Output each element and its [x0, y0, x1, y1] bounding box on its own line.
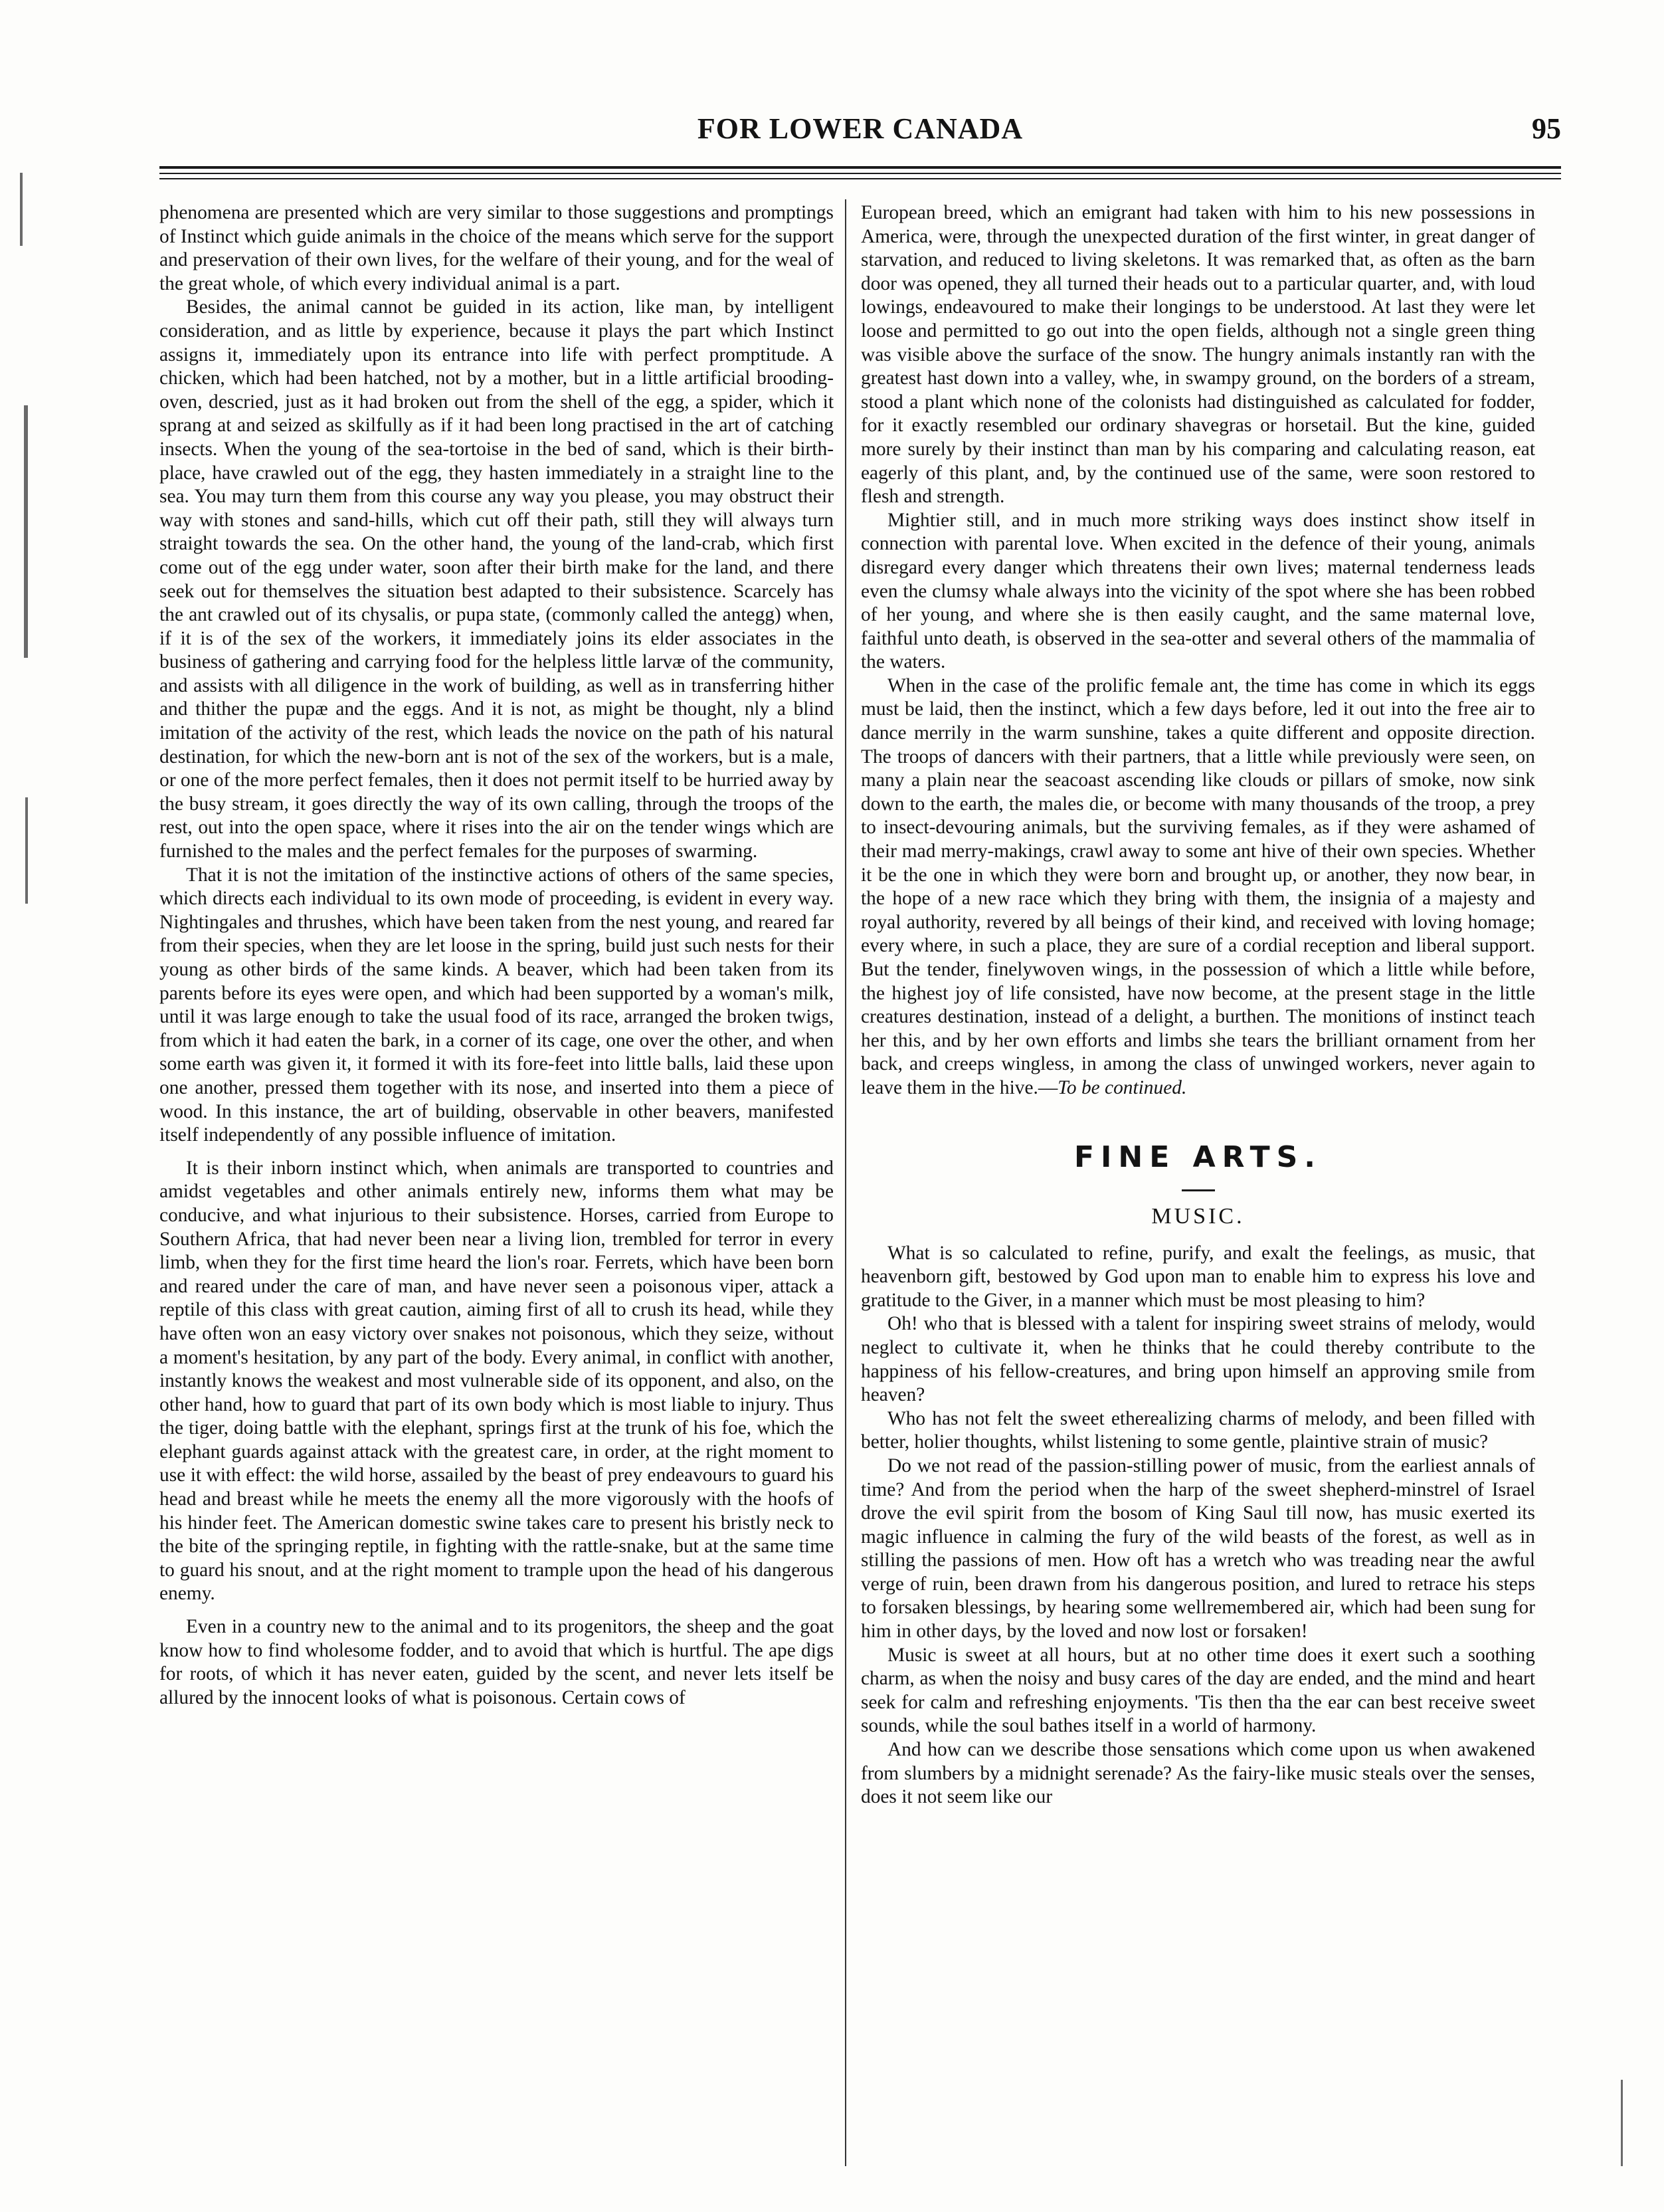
- paragraph: Besides, the animal cannot be guided in its action, like man, by intelligent consideration, and as little by experience, because it plays the part which Instinct assigns it, immediately upon its entrance into life with perfect promptitude. A chicken, which had been hatched, not by a mother, but in a little artificial brooding-oven, descried, just as it had broken out from the shell of the egg, a spider, which it sprang at and seized as skilfully as if it had been long practised in the art of catching insects. When the young of the sea-tortoise in the bed of sand, which is their birth-place, have crawled out of the egg, they hasten immediately in a straight line to the sea. You may turn them from this course any way you please, you may obstruct their way with stones and sand-hills, which cut off their path, still they will always turn straight towards the sea. On the other hand, the young of the land-crab, which first come out of the egg under water, soon after their birth make for the land, and there seek out for themselves the situation best adapted to their subsistence. Scarcely has the ant crawled out of its chysalis, or pupa state, (commonly called the antegg) when, if it is of the sex of the workers, it immediately joins its elder associates in the business of gathering and carrying food for the helpless little larvæ of the community, and assists with all diligence in the work of building, as well as in transferring hither and thither the pupæ and the eggs. And it is not, as might be thought, nly a blind imitation of the activity of the rest, which leads the novice on the path of his natural destination, for which the new-born ant is not of the sex of the workers, but is a male, or one of the more perfect females, then it does not permit itself to be hurried away by the busy stream, it goes directly the way of its own calling, through the troops of the rest, out into the open space, where it rises into the air on the tender wings which are furnished to the males and the perfect females for the purposes of swarming.: [159, 296, 834, 862]
- sub-heading: MUSIC.: [1151, 1203, 1245, 1229]
- running-head: FOR LOWER CANADA: [697, 112, 1024, 145]
- paragraph: Music is sweet at all hours, but at no other time does it exert such a soothing charm, as when the noisy and busy cares of the day are ended, and the mind and heart seek for calm and refreshing enjoyments. 'Tis then tha the ear can best receive sweet sounds, while the soul bathes itself in a world of harmony.: [861, 1644, 1535, 1737]
- header-rule: [159, 173, 1561, 174]
- scan-margin-mark: [20, 173, 23, 246]
- header-rule: [159, 178, 1561, 179]
- paragraph: Even in a country new to the animal and to its progenitors, the sheep and the goat know how to find wholesome fodder, and to avoid that which is hurtful. The ape digs for roots, of which it has never eaten, guided by the scent, and never lets itself be allured by the innocent looks of what is poisonous. Certain cows of: [159, 1616, 834, 1708]
- section-heading: FINE ARTS.: [1073, 1140, 1322, 1174]
- paragraph: What is so calculated to refine, purify, and exalt the feelings, as music, that heavenborn gift, bestowed by God upon man to enable him to express his love and gratitude to the Giver, in a manner which must be most pleasing to him?: [861, 1242, 1535, 1311]
- paragraph: Mightier still, and in much more striking ways does instinct show itself in connection with parental love. When excited in the defence of their young, animals disregard every danger which threatens their own lives; maternal tenderness leads even the clumsy whale always into the vicinity of the spot where she has been robbed of her young, and where she is then easily caught, and the same maternal love, faithful unto death, is observed in the sea-otter and several others of the mammalia of the waters.: [861, 509, 1535, 673]
- paragraph: phenomena are presented which are very similar to those suggestions and promptings of Instinct which guide animals in the choice of the means which serve for the support and preservation of their own lives, for the welfare of their young, and for the weal of the great whole, of which every individual animal is a part.: [159, 202, 834, 294]
- paragraph: Who has not felt the sweet etherealizing charms of melody, and been filled with better, holier thoughts, whilst listening to some gentle, plaintive strain of music?: [861, 1407, 1535, 1453]
- scan-margin-mark: [25, 797, 28, 904]
- paragraph: Do we not read of the passion-stilling power of music, from the earliest annals of time? And from the period when the harp of the sweet shepherd-minstrel of Israel drove the evil spirit from the bosom of King Saul till now, has music exerted its magic influence in calming the fury of the wild beasts of the forest, as well as in stilling the passions of men. How oft has a wretch who was treading near the awful verge of ruin, been drawn from his dangerous position, and lured to retrace his steps to forsaken blessings, by hearing some wellremembered air, which had been sung for him in other days, by the loved and now lost or forsaken!: [861, 1455, 1535, 1643]
- header-rule: [159, 166, 1561, 169]
- column-divider: [845, 199, 846, 2166]
- paragraph-text: When in the case of the prolific female ant, the time has come in which its eggs must be laid, then the instinct, which a few days before, led it out into the free air to dance merrily in the warm sunshine, takes a quite different and opposite direction. The troops of dancers with their partners, that a little while previously were seen, on many a plain near the seacoast ascending like clouds or pillars of smoke, now sink down to the earth, the males die, or become with many thousands of the troop, a prey to insect-devouring animals, but the surviving females, as if they were ashamed of their mad merry-makings, crawl away to some ant hive of their own species. Whether it be the one in which they were born and brought up, or another, they now bear, in the hope of a new race which they bring with them, the insignia of a majesty and royal authority, revered by all beings of their kind, and received with loving homage; every where, in such a place, they are sure of a cordial reception and liberal support. But the tender, finelywoven wings, in the possession of which a little while before, the highest joy of life consisted, have now become, at the present stage in the little creatures destination, instead of a delight, a burthen. The monitions of instinct teach her this, and by her own efforts and limbs she tears the brilliant ornament from her back, and creeps wingless, in among the class of unwinged workers, never again to leave them in the hive.—: [861, 674, 1535, 1098]
- paragraph: [861, 674, 1535, 1100]
- heading-rule: [1182, 1189, 1215, 1191]
- page-number: 95: [1532, 112, 1561, 145]
- paragraph: It is their inborn instinct which, when animals are transported to countries and amidst vegetables and other animals entirely new, informs them what may be conducive, and what injurious to their subsistence. Horses, carried from Europe to Southern Africa, that had never been near a living lion, trembled for terror in every limb, when they for the first time heard the lion's roar. Ferrets, which have been born and reared under the care of man, and have never seen a poisonous viper, attack a reptile of this class with great caution, aiming first of all to crush its head, while they have often won an easy victory over snakes not poisonous, which they seize, without a moment's hesitation, by any part of the body. Every animal, in conflict with another, instantly knows the weakest and most vulnerable side of its opponent, and also, on the other hand, how to guard that part of its own body which is most liable to injury. Thus the tiger, doing battle with the elephant, springs first at the trunk of his foe, which the elephant guards against attack with the greatest care, in order, at the right moment to use it with effect: the wild horse, assailed by the beast of prey endeavours to guard his head and breast while he meets the enemy all the more vigorously with the hoofs of his hinder feet. The American domestic swine takes care to present his bristly neck to the bite of the springing reptile, in fighting with the rattle-snake, but at the same time to guard his snout, and at the right moment to trample upon the head of his dangerous enemy.: [159, 1157, 834, 1605]
- paragraph: That it is not the imitation of the instinctive actions of others of the same species, which directs each individual to its own mode of proceeding, is evident in every way. Nightingales and thrushes, which have been taken from the nest young, and reared far from their species, when they are let loose in the spring, build just such nests for their young as other birds of the same kinds. A beaver, which had been taken from its parents before its eyes were open, and which had been supported by a woman's milk, until it was large enough to take the usual food of its race, arranged the broken twigs, from which it had eaten the bark, in a corner of its cage, one over the other, and when some earth was given it, it formed it with its fore-feet into little balls, laid these upon one another, pressed them together with its nose, and inserted into them a piece of wood. In this instance, the art of building, observable in other beavers, manifested itself independently of any possible influence of imitation.: [159, 864, 834, 1146]
- paragraph: Oh! who that is blessed with a talent for inspiring sweet strains of melody, would neglect to cultivate it, when he thinks that he could thereby contribute to the happiness of his fellow-creatures, and bring upon himself an approving smile from heaven?: [861, 1313, 1535, 1406]
- right-column: [861, 201, 1535, 2168]
- continued-note: To be continued.: [1058, 1076, 1187, 1098]
- paragraph: And how can we describe those sensations which come upon us when awakened from slumbers by a midnight serenade? As the fairy-like music steals over the senses, does it not seem like our: [861, 1739, 1535, 1808]
- page-header: [159, 112, 1561, 151]
- paragraph: European breed, which an emigrant had taken with him to his new possessions in America, were, through the unexpected duration of the first winter, in great danger of starvation, and reduced to living skeletons. It was remarked that, as often as the barn door was opened, they all turned their heads out to a particular quarter, and, with loud lowings, endeavoured to make their longings to be understood. At last they were let loose and permitted to go out into the open fields, although not a single green thing was visible above the surface of the snow. The hungry animals instantly ran with the greatest hast down into a valley, whe, in swampy ground, on the borders of a stream, stood a plant which none of the colonists had distinguished as calculated for fodder, for it exactly resembled our ordinary shavegras or horsetail. But the kine, guided more surely by their instinct than man by his comparing and calculating reason, eat eagerly of this plant, and, by the continued use of the same, were soon restored to flesh and strength.: [861, 202, 1535, 508]
- scan-margin-mark: [24, 405, 28, 658]
- left-column: [159, 201, 834, 2168]
- scan-margin-mark: [1621, 2080, 1623, 2166]
